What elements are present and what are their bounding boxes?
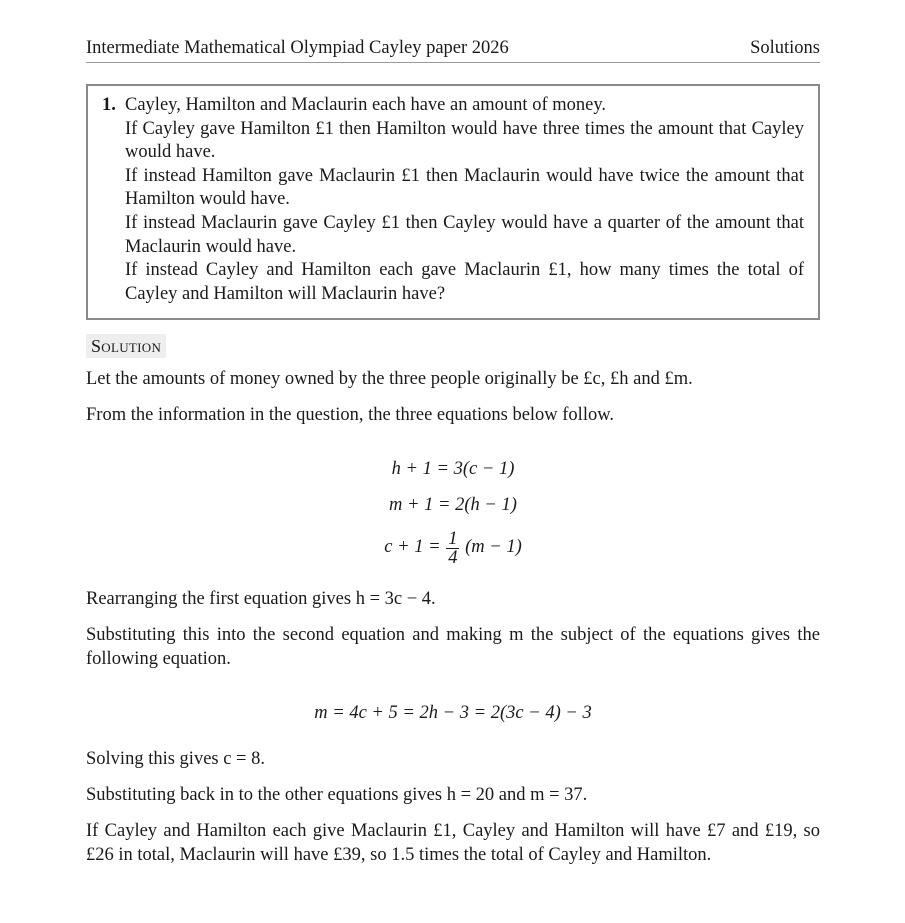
- page-header: [86, 38, 820, 63]
- solution-label: Solution: [86, 334, 166, 358]
- equation: m = 4c + 5 = 2h − 3 = 2(3c − 4) − 3: [314, 703, 592, 724]
- question-line: If instead Hamilton gave Maclaurin £1 then Maclaurin would have twice the amount that Hamilton would have.: [125, 165, 804, 210]
- question-row: [102, 94, 804, 306]
- solution-paragraph: If Cayley and Hamilton each give Maclaurin £1, Cayley and Hamilton will have £7 and £19, so £26 in total, Maclaurin will have £39, so 1.5 times the total of Cayley and Hamilton.: [86, 821, 820, 866]
- fraction-numerator: 1: [448, 528, 458, 549]
- fraction: [446, 530, 459, 567]
- question-line: Cayley, Hamilton and Maclaurin each have an amount of money.: [125, 95, 607, 115]
- question-text: [125, 94, 804, 306]
- equation: [384, 523, 521, 571]
- page: [86, 38, 820, 867]
- solution-paragraph: Substituting this into the second equation and making m the subject of the equations gives the following equation.: [86, 625, 820, 670]
- equation-left: c + 1 =: [384, 537, 441, 558]
- equation-block: [86, 451, 820, 571]
- section-label: Solutions: [750, 38, 820, 58]
- question-box: [86, 84, 820, 320]
- question-line: If instead Cayley and Hamilton each gave Maclaurin £1, how many times the total of Cayley and Hamilton will Maclaurin have?: [125, 260, 804, 304]
- solution-paragraph: Solving this gives c = 8.: [86, 749, 265, 770]
- solution-paragraph: Let the amounts of money owned by the three people originally be £c, £h and £m.: [86, 369, 693, 390]
- equation: m + 1 = 2(h − 1): [389, 495, 517, 516]
- solution-paragraph: Substituting back in to the other equations gives h = 20 and m = 37.: [86, 785, 588, 806]
- equation: h + 1 = 3(c − 1): [391, 459, 515, 480]
- fraction-denominator: 4: [448, 547, 458, 568]
- solution-paragraph: From the information in the question, the three equations below follow.: [86, 405, 614, 426]
- question-number: 1.: [102, 95, 116, 115]
- paper-title: Intermediate Mathematical Olympiad Cayley paper 2026: [86, 38, 509, 58]
- solution-paragraph: Rearranging the first equation gives h = 3c − 4.: [86, 589, 436, 610]
- equation-right: (m − 1): [465, 537, 522, 558]
- question-line: If instead Maclaurin gave Cayley £1 then Cayley would have a quarter of the amount that Maclaurin would have.: [125, 212, 804, 257]
- question-line: If Cayley gave Hamilton £1 then Hamilton would have three times the amount that Cayley would have.: [125, 118, 804, 163]
